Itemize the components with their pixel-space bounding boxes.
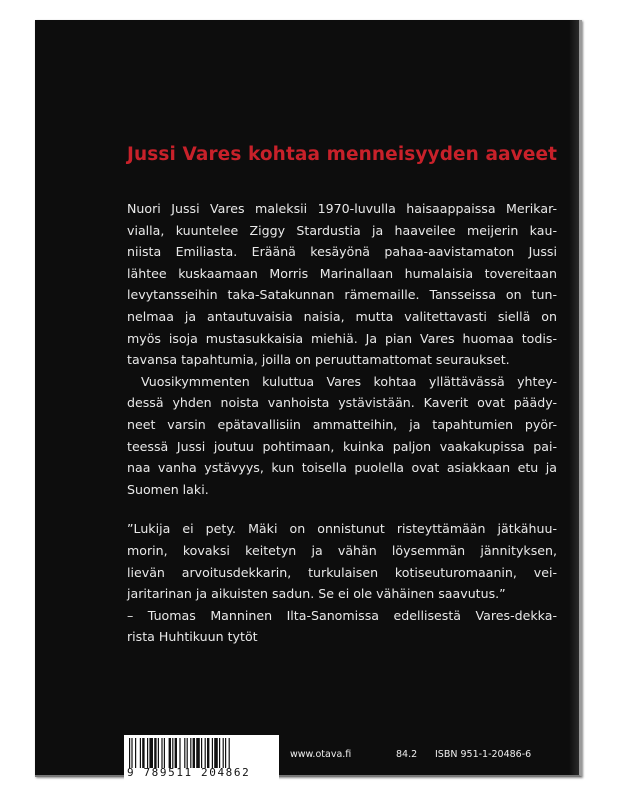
text-line: ”Lukija ei pety. Mäki on onnistunut risteyttämään jätkähuu- bbox=[127, 521, 557, 537]
blurb-text bbox=[127, 198, 557, 648]
cover-headline: Jussi Vares kohtaa menneisyyden aaveet bbox=[127, 144, 558, 165]
text-line: lievän arvoitusdekkarin, turkulaisen kotiseuturomaanin, vei- bbox=[127, 564, 557, 580]
text-line: Nuori Jussi Vares maleksii 1970-luvulla haisaappaissa Merikar- bbox=[127, 201, 557, 216]
barcode-bars bbox=[129, 738, 274, 768]
text-line: Suomen laki. bbox=[127, 481, 209, 497]
price-code: 84.2 bbox=[396, 749, 418, 760]
text-line: levytansseihin taka-Satakunnan rämemaille. Tansseissa on tun- bbox=[127, 287, 557, 303]
barcode bbox=[124, 735, 279, 783]
barcode-digits: 9 789511 204862 bbox=[127, 766, 251, 779]
text-line: neet varsin epätavallisiin ammatteihin, ja tapahtumien pyör- bbox=[127, 416, 557, 432]
text-line: morin, kovaksi keitetyn ja vähän löysemmän jännityksen, bbox=[127, 542, 557, 558]
text-line: rista Huhtikuun tytöt bbox=[127, 629, 258, 645]
review-quote bbox=[127, 518, 557, 648]
text-line: vialla, kuuntelee Ziggy Stardustia ja haaveilee meijerin kau- bbox=[127, 222, 557, 238]
text-line: nelmaa ja antautuvaisia naisia, mutta valitettavasti siellä on bbox=[127, 308, 557, 324]
text-line: – Tuomas Manninen Ilta-Sanomissa edellisestä Vares-dekka- bbox=[127, 607, 557, 623]
blurb-paragraph-1 bbox=[127, 198, 557, 371]
text-line: Vuosikymmenten kuluttua Vares kohtaa yllättävässä yhtey- bbox=[141, 373, 557, 389]
text-line: tavansa tapahtumia, joilla on peruuttamattomat seuraukset. bbox=[127, 352, 510, 368]
text-line: myös isoja mustasukkaisia miehiä. Ja pian Vares huomaa todis- bbox=[127, 330, 557, 346]
text-line: niista Emiliasta. Eräänä kesäyönä pahaa-aavistamaton Jussi bbox=[127, 244, 557, 260]
text-line: lähtee kuskaamaan Morris Marinallaan humalaisia tovereitaan bbox=[127, 265, 557, 281]
text-line: dessä yhden noista vanhoista ystävistään. Kaverit ovat päädy- bbox=[127, 395, 557, 411]
book-back-cover bbox=[35, 20, 582, 777]
text-line: jaritarinan ja aikuisten sadun. Se ei ole vähäinen saavutus.” bbox=[127, 586, 506, 602]
publisher-website: www.otava.fi bbox=[290, 749, 352, 760]
text-line: naa vanha ystävyys, kun toisella puolella ovat asiakkaan etu ja bbox=[127, 460, 557, 476]
isbn-number: ISBN 951-1-20486-6 bbox=[435, 749, 532, 760]
blurb-paragraph-2 bbox=[127, 371, 557, 501]
cover-edge-shade bbox=[569, 20, 579, 775]
text-line: teessä Jussi joutuu pohtimaan, kuinka paljon vaakakupissa pai- bbox=[127, 438, 557, 454]
cover-footer bbox=[35, 725, 579, 779]
